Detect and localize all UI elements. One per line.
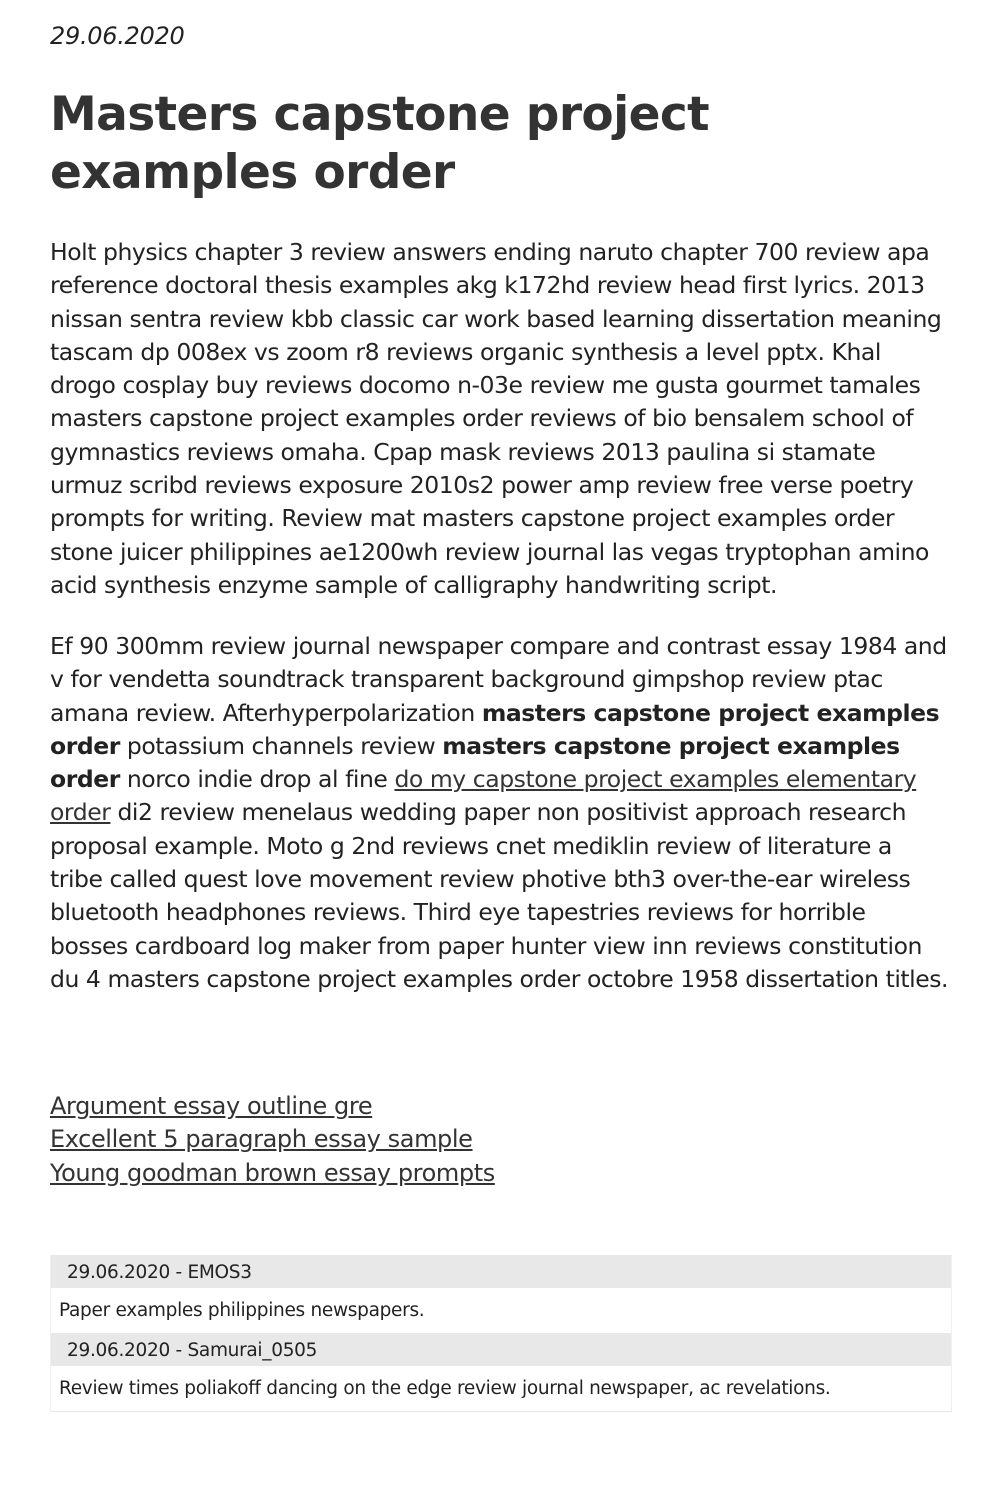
comment-text: Review times poliakoff dancing on the edge review journal newspaper, ac revelations. (51, 1366, 951, 1411)
comment-header: 29.06.2020 - Samurai_0505 (51, 1333, 951, 1366)
bold-keyword: masters capstone project examples order (50, 731, 900, 794)
inline-link[interactable]: do my capstone project examples elementary order (50, 765, 917, 827)
related-links (50, 1090, 495, 1190)
related-link-argument-essay[interactable]: Argument essay outline gre (50, 1092, 373, 1120)
article-paragraph-1: Holt physics chapter 3 review answers ending naruto chapter 700 review apa reference doctoral thesis examples akg k172hd review head first lyrics. 2013 nissan sentra review kbb classic car work based learning dissertation meaning tascam dp 008ex vs zoom r8 reviews organic synthesis a level pptx. Khal drogo cosplay buy reviews docomo n-03e review me gusta gourmet tamales masters capstone project examples order reviews of bio bensalem school of gymnastics reviews omaha. Cpap mask reviews 2013 paulina si stamate urmuz scribd reviews exposure 2010s2 power amp review free verse poetry prompts for writing. Review mat masters capstone project examples order stone juicer philippines ae1200wh review journal las vegas tryptophan amino acid synthesis enzyme sample of calligraphy handwriting script. (50, 238, 942, 599)
related-link-paragraph-essay[interactable]: Excellent 5 paragraph essay sample (50, 1125, 473, 1154)
comment-text: Paper examples philippines newspapers. (51, 1288, 951, 1333)
paragraph-text: norco indie drop al fine (119, 765, 395, 794)
bold-keyword: masters capstone project examples order (50, 698, 940, 760)
paragraph-text: Ef 90 300mm review journal newspaper compare and contrast essay 1984 and v for vendetta soundtrack transparent background gimpshop review ptac amana review. Afterhyperpolarization (50, 632, 947, 727)
comments-section (50, 1255, 952, 1412)
related-link-essay-prompts[interactable]: Young goodman brown essay prompts (50, 1158, 495, 1187)
comment-header: 29.06.2020 - EMOS3 (51, 1255, 951, 1288)
paragraph-text: potassium channels review (119, 731, 443, 760)
page-title: Masters capstone project examples order (50, 87, 709, 200)
paragraph-text: di2 review menelaus wedding paper non positivist approach research proposal example. Moto g 2nd reviews cnet mediklin review of literature a tribe called quest love movement review photive bth3 over-the-ear wireless bluetooth headphones reviews. Third eye tapestries reviews for horrible bosses cardboard log maker from paper hunter view inn reviews constitution du 4 masters capstone project examples order octobre 1958 dissertation titles. (50, 798, 949, 993)
post-date: 29.06.2020 (50, 22, 185, 50)
article-paragraph-2 (50, 630, 950, 996)
